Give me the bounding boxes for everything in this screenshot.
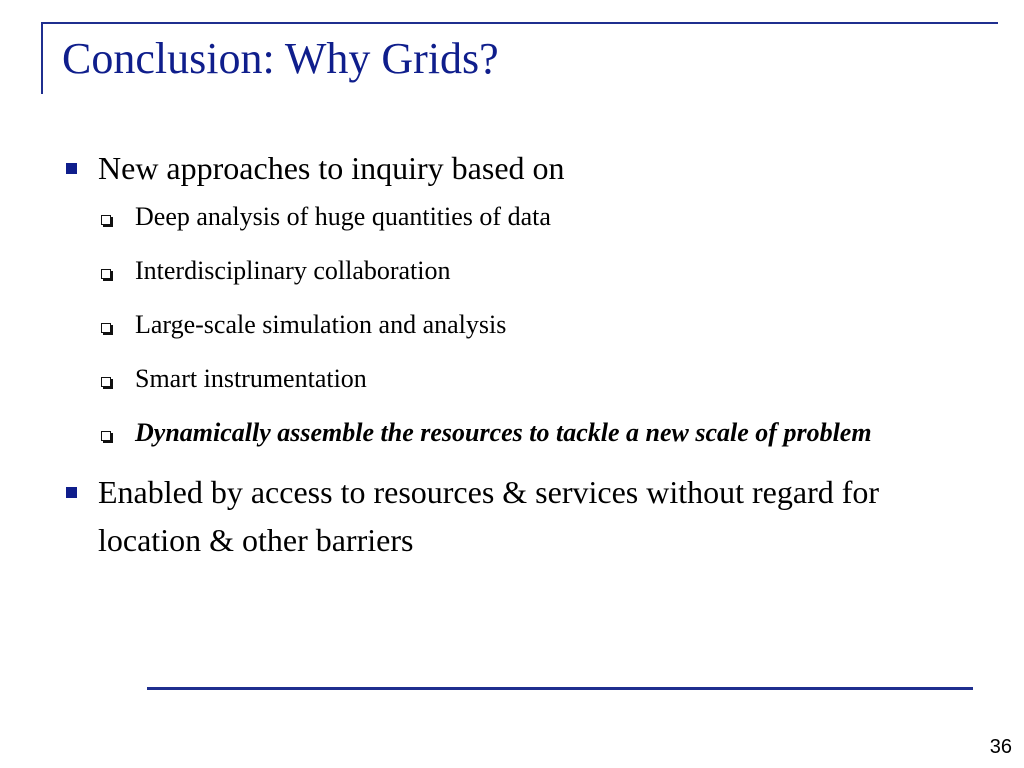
sub-bullet-text: Interdisciplinary collaboration [135,256,451,285]
sub-bullet-item [60,251,990,291]
hollow-square-bullet-icon [101,323,111,333]
title-horizontal-rule [41,22,998,24]
hollow-square-bullet-icon [101,431,111,441]
sub-bullet-item [60,359,990,399]
sub-bullet-item-emphasized [60,413,990,453]
hollow-square-bullet-icon [101,377,111,387]
sub-bullet-item [60,197,990,237]
square-bullet-icon [66,487,77,498]
bullet-text: New approaches to inquiry based on [98,150,565,186]
sub-bullet-text: Dynamically assemble the resources to tackle a new scale of problem [135,418,872,447]
sub-bullet-text: Deep analysis of huge quantities of data [135,202,551,231]
square-bullet-icon [66,163,77,174]
hollow-square-bullet-icon [101,269,111,279]
bullet-text: Enabled by access to resources & services without regard for location & other barriers [98,474,880,558]
sub-bullet-text: Large-scale simulation and analysis [135,310,507,339]
slide-title: Conclusion: Why Grids? [62,34,499,83]
title-vertical-rule [41,22,43,94]
footer-rule [147,687,973,690]
bullet-item [60,144,990,192]
hollow-square-bullet-icon [101,215,111,225]
page-number: 36 [989,736,1012,758]
bullet-list [60,144,990,564]
sub-bullet-text: Smart instrumentation [135,364,367,393]
sub-bullet-item [60,305,990,345]
bullet-item [60,468,990,564]
